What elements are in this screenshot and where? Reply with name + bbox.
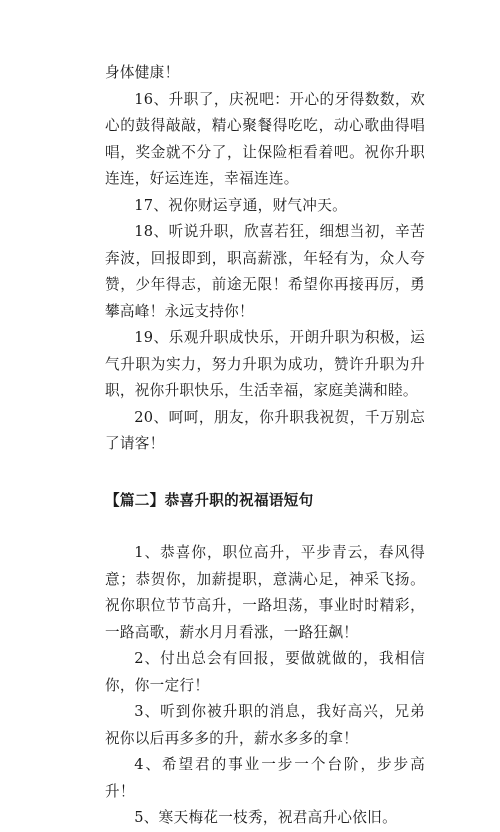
list-item-1: 1、恭喜你，职位高升，平步青云，春风得意；恭贺你，加薪提职，意满心足，神采飞扬。祝你职位节节高升，一路坦荡，事业时时精彩，一路高歌，薪水月月看涨，一路狂飙！ [105, 544, 425, 641]
list-item-4: 4、希望君的事业一步一个台阶，步步高升！ [105, 756, 425, 800]
section-title: 【篇二】恭喜升职的祝福语短句 [105, 491, 314, 509]
list-item-17: 17、祝你财运亨通，财气冲天。 [134, 196, 347, 214]
list-item-20: 20、呵呵，朋友，你升职我祝贺，千万别忘了请客！ [105, 408, 425, 452]
list-item-16: 16、升职了，庆祝吧：开心的牙得数数，欢心的鼓得敲敲，精心聚餐得吃吃，动心歌曲得唱唱，奖金就不分了，让保险柜看着吧。祝你升职连连，好运连连，幸福连连。 [105, 90, 425, 187]
list-item-2: 2、付出总会有回报，要做就做的，我相信你，你一定行！ [105, 650, 425, 694]
list-item-18: 18、听说升职，欣喜若狂，细想当初，辛苦奔波，回报即到，职高薪涨，年轻有为，众人夸赞，少年得志，前途无限！希望你再接再厉，勇攀高峰！永远支持你！ [105, 223, 425, 320]
document-page [105, 60, 425, 832]
paragraph-continued: 身体健康！ [105, 64, 180, 81]
list-item-19: 19、乐观升职成快乐，开朗升职为积极，运气升职为实力，努力升职为成功，赞许升职为升职，祝你升职快乐，生活幸福，家庭美满和睦。 [105, 329, 425, 399]
list-item-5: 5、寒天梅花一枝秀，祝君高升心依旧。 [134, 809, 397, 826]
list-item-3: 3、听到你被升职的消息，我好高兴，兄弟祝你以后再多多的升，薪水多多的拿！ [105, 703, 425, 747]
